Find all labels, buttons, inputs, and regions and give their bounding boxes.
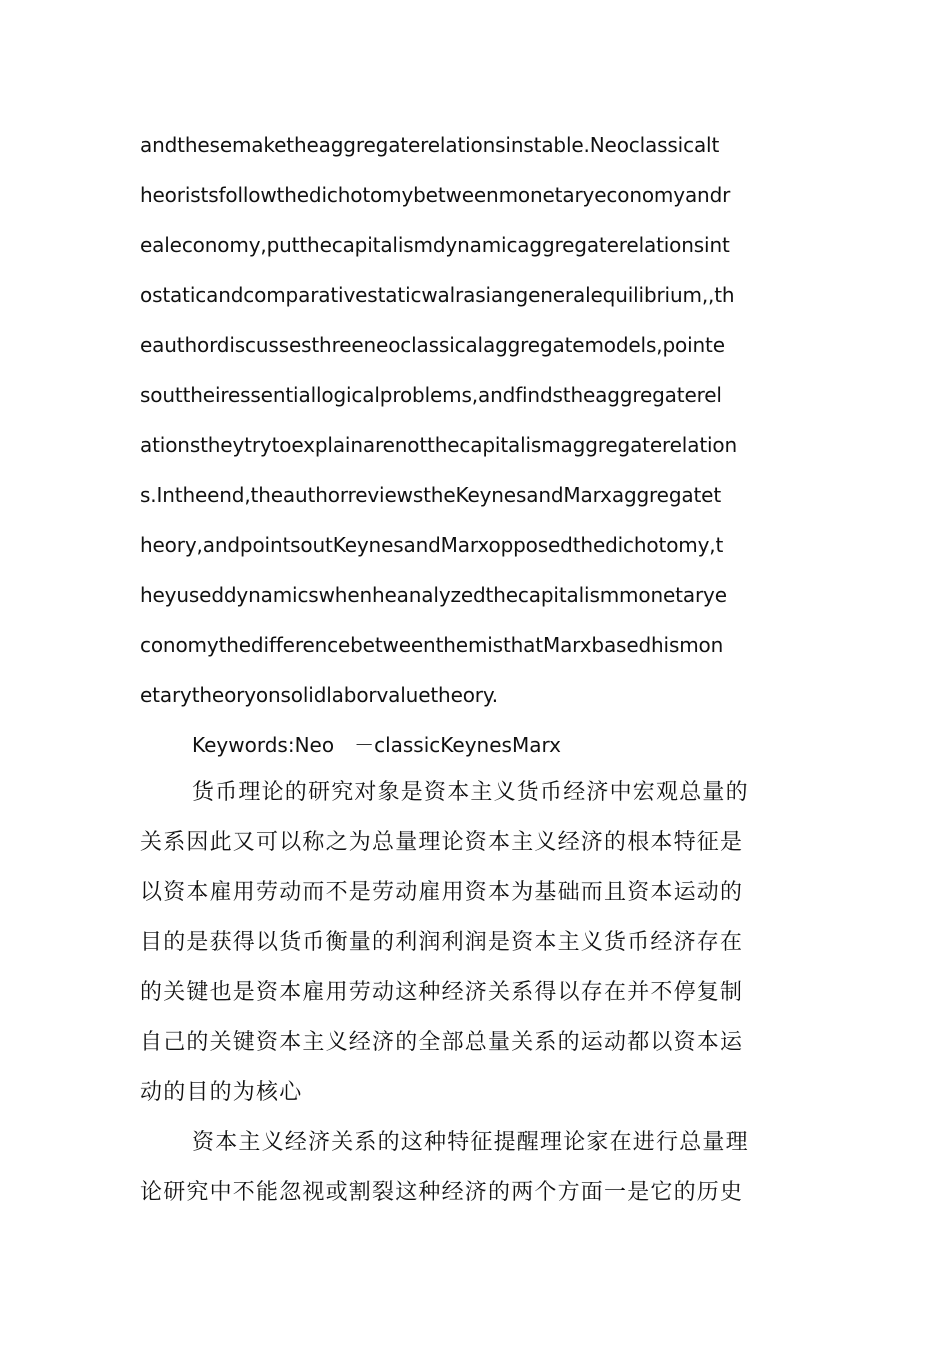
paragraph-line: 以资本雇用劳动而不是劳动雇用资本为基础而且资本运动的 [140, 880, 744, 905]
abstract-paragraph [140, 120, 750, 720]
abstract-line: andthesemaketheaggregaterelationsinstable.Neoclassicalt [140, 133, 720, 157]
abstract-line: ationstheytrytoexplainarenotthecapitalismaggregaterelation [140, 433, 738, 457]
paragraph-line: 关系因此又可以称之为总量理论资本主义经济的根本特征是 [140, 830, 744, 855]
paragraph-line: 资本主义经济关系的这种特征提醒理论家在进行总量理 [192, 1130, 749, 1155]
paragraph-line: 动的目的为核心 [140, 1080, 303, 1105]
keywords-line: Keywords:Neo －classicKeynesMarx [192, 733, 561, 757]
paragraph-line: 自己的关键资本主义经济的全部总量关系的运动都以资本运 [140, 1030, 744, 1055]
abstract-line: ostaticandcomparativestaticwalrasiangeneralequilibrium,,th [140, 283, 735, 307]
abstract-line: eauthordiscussesthreeneoclassicalaggregatemodels,pointe [140, 333, 725, 357]
paragraph-line: 论研究中不能忽视或割裂这种经济的两个方面一是它的历史 [140, 1180, 744, 1205]
abstract-line: etarytheoryonsolidlaborvaluetheory. [140, 683, 498, 707]
abstract-line: souttheiressentiallogicalproblems,andfindstheaggregaterel [140, 383, 722, 407]
paragraph-line: 的关键也是资本雇用劳动这种经济关系得以存在并不停复制 [140, 980, 744, 1005]
abstract-line: s.Intheend,theauthorreviewstheKeynesandMarxaggregatet [140, 483, 722, 507]
abstract-line: conomythedifferencebetweenthemisthatMarxbasedhismon [140, 633, 724, 657]
body-paragraph-1 [140, 768, 750, 1118]
abstract-line: heoristsfollowthedichotomybetweenmonetaryeconomyandr [140, 183, 731, 207]
paragraph-line: 货币理论的研究对象是资本主义货币经济中宏观总量的 [192, 780, 749, 805]
abstract-line: heyuseddynamicswhenheanalyzedthecapitalismmonetarye [140, 583, 727, 607]
abstract-line: heory,andpointsoutKeynesandMarxopposedthedichotomy,t [140, 533, 724, 557]
paragraph-line: 目的是获得以货币衡量的利润利润是资本主义货币经济存在 [140, 930, 744, 955]
body-paragraph-2 [140, 1118, 750, 1218]
abstract-line: ealeconomy,putthecapitalismdynamicaggregaterelationsint [140, 233, 730, 257]
